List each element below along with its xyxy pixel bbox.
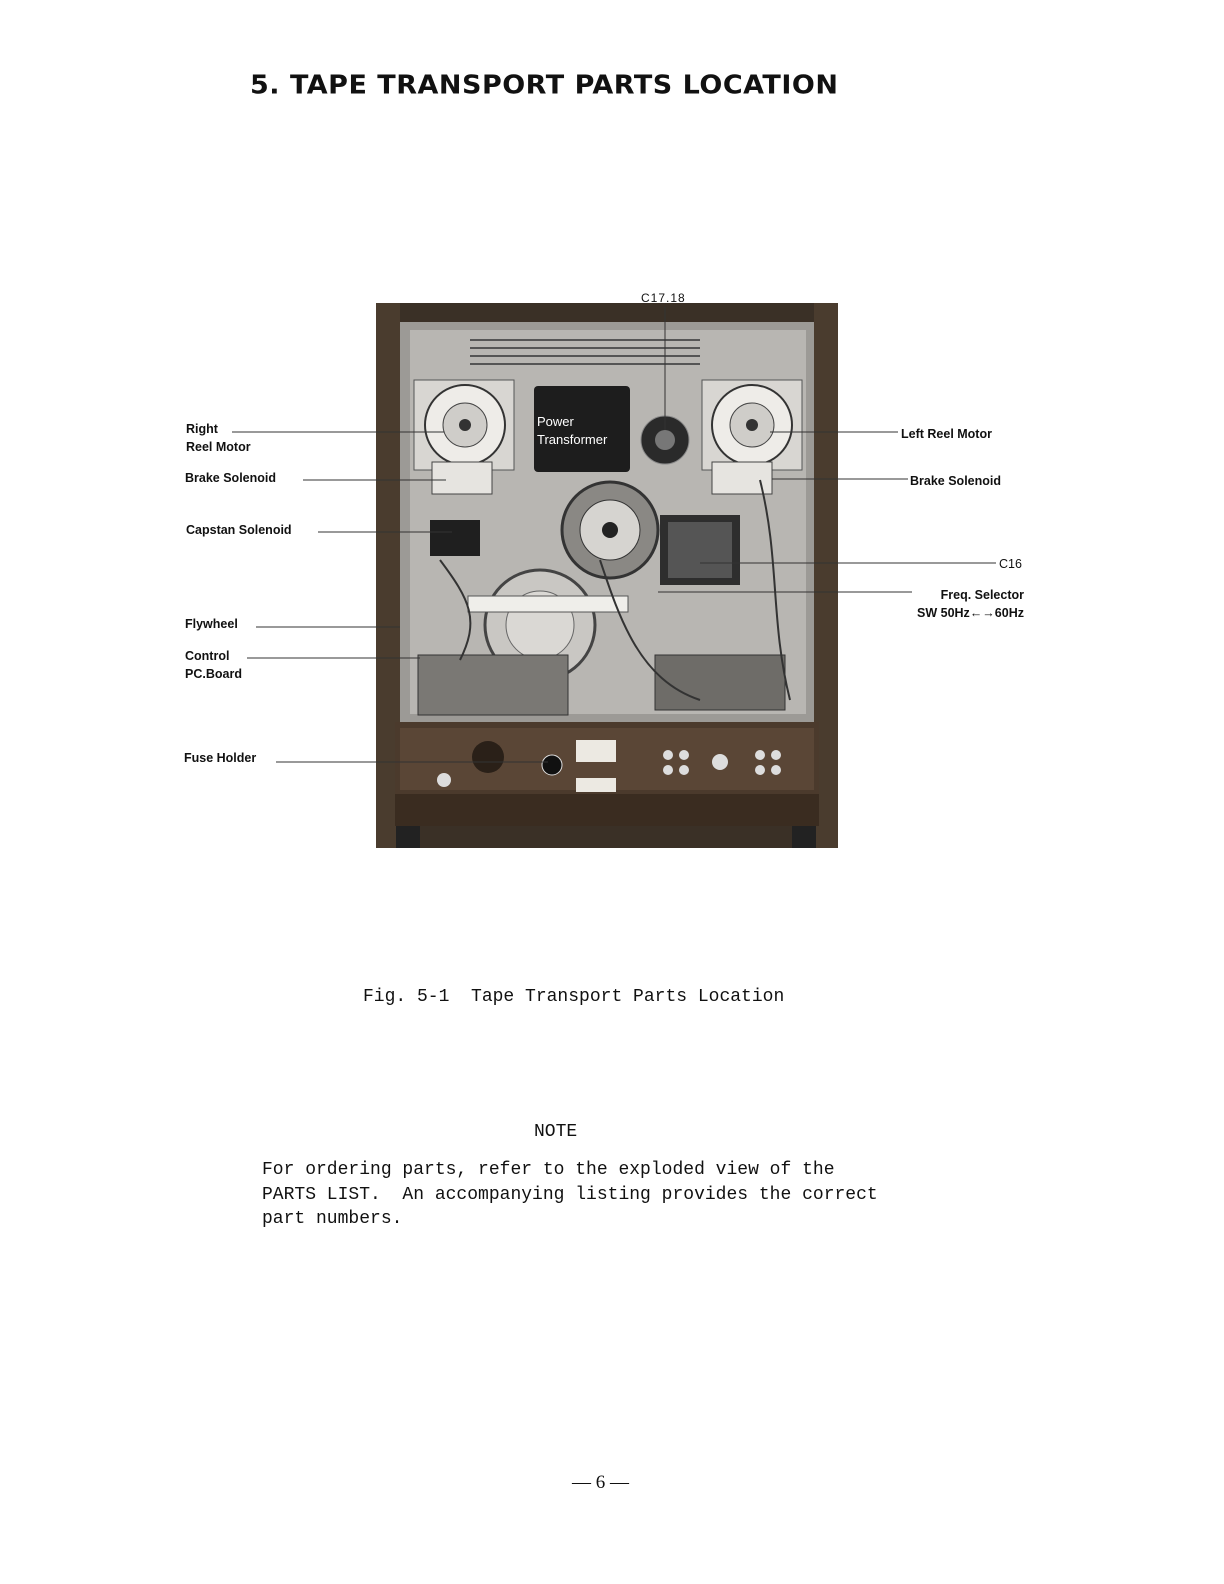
callout-left-reel-motor: Left Reel Motor — [901, 427, 992, 441]
note-body: For ordering parts, refer to the exploded view of the PARTS LIST. An accompanying listing provides the correct part numbers. — [262, 1160, 878, 1229]
callout-capstan-solenoid: Capstan Solenoid — [186, 523, 292, 537]
callout-c17-18: C17.18 — [641, 291, 686, 305]
callout-c16: C16 — [999, 557, 1022, 571]
page-title: 5. TAPE TRANSPORT PARTS LOCATION — [250, 70, 839, 101]
callout-brake-solenoid-left: Brake Solenoid — [185, 471, 276, 485]
callout-right-reel-motor-line1: Right — [186, 422, 218, 436]
callout-freq-selector-line2: SW 50Hz←→60Hz — [917, 606, 1024, 620]
callout-fuse-holder: Fuse Holder — [184, 751, 257, 765]
note-heading: NOTE — [534, 1122, 578, 1142]
callout-control-line2: PC.Board — [185, 667, 242, 681]
callout-right-reel-motor — [186, 420, 251, 456]
callout-control-pc-board — [185, 647, 242, 683]
figure-caption: Fig. 5-1 Tape Transport Parts Location — [363, 987, 785, 1007]
callout-brake-solenoid-right: Brake Solenoid — [910, 474, 1001, 488]
callout-right-reel-motor-line2: Reel Motor — [186, 440, 251, 454]
callout-freq-selector-line1: Freq. Selector — [940, 588, 1024, 602]
callout-control-line1: Control — [185, 649, 230, 663]
power-label: Power — [537, 414, 574, 429]
callout-flywheel: Flywheel — [185, 617, 238, 631]
page-number: — 6 — — [572, 1472, 629, 1493]
callout-freq-selector — [900, 586, 1024, 622]
transformer-label: Transformer — [537, 432, 608, 447]
